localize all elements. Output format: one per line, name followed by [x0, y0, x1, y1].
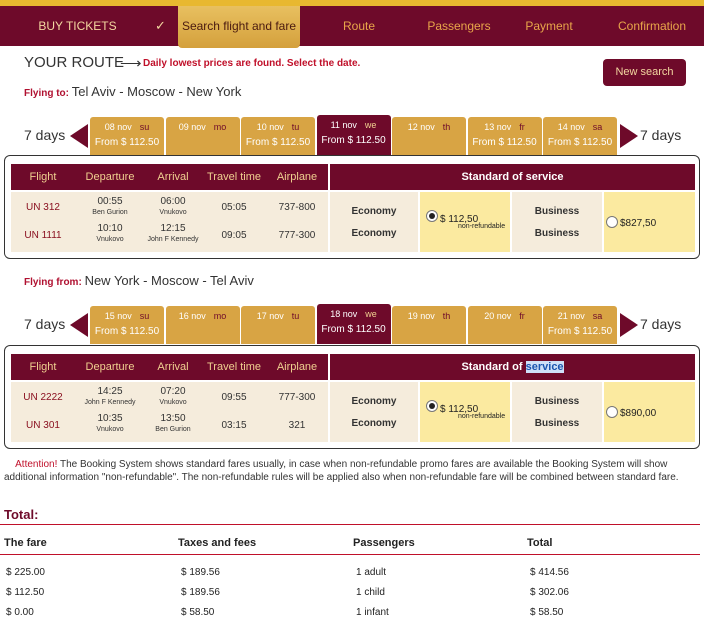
economy-fare-amount: $ 112,50 — [440, 214, 479, 225]
col-taxes: Taxes and fees — [178, 537, 257, 549]
col-departure: Departure — [85, 171, 135, 183]
step-buy-tickets[interactable]: BUY TICKETS — [38, 19, 117, 33]
day-date: 08 nov — [104, 122, 132, 132]
divider — [0, 554, 700, 555]
airplane: 777-300 — [278, 230, 316, 241]
outbound-route: Tel Aviv - Moscow - New York — [71, 84, 242, 99]
class-label: Economy — [351, 206, 397, 217]
day-price: From $ 112.50 — [547, 326, 613, 337]
taxes-cell: $ 58.50 — [181, 607, 215, 618]
arrow-right-icon: ⟶ — [120, 55, 142, 72]
inbound-route: New York - Moscow - Tel Aviv — [84, 273, 254, 288]
day-of-week: su — [139, 122, 150, 132]
booking-steps-nav — [0, 0, 704, 46]
day-tab[interactable] — [468, 117, 542, 155]
day-date: 16 nov — [178, 311, 206, 321]
day-tab[interactable] — [317, 115, 391, 155]
day-of-week: th — [442, 311, 451, 321]
total-title: Total: — [4, 507, 39, 522]
notice-text: The Booking System shows standard fares usually, in case when non-refundable promo fares are available the Booking System will show additional information "non-refundable". The non-refundable rules will be applied also when non-refundable fare will be combined between standard fare. — [4, 459, 679, 483]
economy-class — [330, 192, 418, 252]
day-label — [543, 311, 617, 321]
total-cell: $ 302.06 — [530, 587, 569, 598]
business-fare-option[interactable] — [604, 382, 695, 442]
day-price: From $ 112.50 — [245, 137, 311, 148]
outbound-flights — [11, 192, 328, 252]
col-flight: Flight — [29, 361, 57, 373]
business-class — [512, 382, 602, 442]
inbound-flight-panel — [4, 345, 700, 449]
class-label: Business — [534, 228, 580, 239]
business-class — [512, 192, 602, 252]
step-confirmation[interactable]: Confirmation — [617, 19, 687, 33]
day-price: From $ 112.50 — [472, 137, 537, 148]
arrival-place: John F Kennedy — [147, 236, 199, 243]
economy-fare-radio[interactable] — [426, 400, 438, 412]
day-tab[interactable] — [90, 117, 164, 155]
departure-place: John F Kennedy — [84, 399, 136, 406]
economy-class — [330, 382, 418, 442]
day-label — [90, 122, 164, 132]
economy-fare-option[interactable] — [420, 382, 510, 442]
day-label — [468, 311, 542, 321]
flight-number: UN 1111 — [24, 230, 62, 241]
day-price: From $ 112.50 — [321, 135, 386, 146]
day-of-week: mo — [213, 311, 227, 321]
outbound-flight-panel — [4, 155, 700, 259]
day-date: 11 nov — [330, 120, 357, 130]
inbound-label: Flying from: — [24, 277, 82, 288]
inbound-table-header — [11, 354, 695, 380]
day-date: 12 nov — [407, 122, 435, 132]
passengers-cell: 1 child — [356, 587, 385, 598]
day-of-week: sa — [592, 311, 603, 321]
class-label: Economy — [351, 418, 397, 429]
arrival-place: Ben Gurion — [155, 426, 191, 433]
business-fare-radio[interactable] — [606, 216, 618, 228]
day-tab[interactable] — [166, 117, 240, 155]
col-flight: Flight — [29, 171, 57, 183]
step-passengers[interactable]: Passengers — [427, 19, 491, 33]
business-fare-amount: $890,00 — [620, 408, 657, 419]
step-search-flight[interactable]: Search flight and fare — [178, 6, 300, 48]
inbound-next-arrow-icon[interactable] — [620, 313, 638, 337]
business-fare-option[interactable] — [604, 192, 695, 252]
flight-number: UN 301 — [26, 420, 60, 431]
class-label: Business — [534, 206, 580, 217]
day-tab[interactable] — [317, 304, 391, 344]
col-travel-time: Travel time — [207, 361, 261, 373]
day-of-week: mo — [213, 122, 227, 132]
fare-cell: $ 225.00 — [6, 567, 45, 578]
day-label — [166, 311, 240, 321]
day-date: 18 nov — [330, 309, 358, 319]
business-fare-amount: $827,50 — [620, 218, 657, 229]
check-icon: ✓ — [155, 18, 166, 33]
sos-selected-text: service — [525, 361, 564, 373]
day-tab[interactable] — [392, 306, 466, 344]
col-standard-of-service — [330, 354, 695, 380]
col-standard-of-service: Standard of service — [461, 171, 564, 183]
arrival-time: 13:50 — [160, 413, 186, 424]
fare-notice — [4, 458, 694, 484]
departure-time: 10:10 — [97, 223, 123, 234]
airplane: 777-300 — [278, 392, 316, 403]
day-of-week: fr — [519, 122, 525, 132]
flight-number: UN 312 — [26, 202, 60, 213]
taxes-cell: $ 189.56 — [181, 567, 220, 578]
col-airplane: Airplane — [276, 171, 318, 183]
route-hint: Daily lowest prices are found. Select the date. — [143, 58, 361, 69]
day-date: 15 nov — [104, 311, 132, 321]
non-refundable-label: non-refundable — [458, 413, 506, 420]
departure-place: Vnukovo — [96, 236, 124, 243]
col-travel-time: Travel time — [207, 171, 261, 183]
col-airplane: Airplane — [276, 361, 318, 373]
economy-fare-option[interactable] — [420, 192, 510, 252]
day-of-week: we — [364, 120, 377, 130]
day-of-week: su — [139, 311, 150, 321]
col-departure: Departure — [85, 361, 135, 373]
departure-time: 10:35 — [97, 413, 123, 424]
day-date: 10 nov — [256, 122, 284, 132]
day-date: 17 nov — [256, 311, 284, 321]
travel-time: 05:05 — [221, 202, 247, 213]
business-fare-radio[interactable] — [606, 406, 618, 418]
arrival-place: Vnukovo — [159, 209, 187, 216]
day-date: 14 nov — [557, 122, 585, 132]
attention-label: Attention! — [15, 459, 58, 470]
total-cell: $ 414.56 — [530, 567, 569, 578]
col-arrival: Arrival — [157, 361, 189, 373]
outbound-prev-days[interactable]: 7 days — [24, 127, 66, 143]
day-label — [392, 311, 466, 321]
day-tab[interactable] — [468, 306, 542, 344]
departure-place: Vnukovo — [96, 426, 124, 433]
outbound-next-arrow-icon[interactable] — [620, 124, 638, 148]
day-label — [166, 122, 240, 132]
day-label — [543, 122, 617, 132]
day-of-week: we — [365, 309, 377, 319]
day-of-week: tu — [291, 122, 300, 132]
airplane: 321 — [288, 420, 306, 431]
taxes-cell: $ 189.56 — [181, 587, 220, 598]
day-tab[interactable] — [241, 306, 315, 344]
outbound-table-header — [11, 164, 695, 190]
day-tab[interactable] — [241, 117, 315, 155]
day-tab[interactable] — [392, 117, 466, 155]
flight-number: UN 2222 — [23, 392, 63, 403]
day-tab[interactable] — [543, 117, 617, 155]
route-title: YOUR ROUTE — [24, 54, 125, 71]
new-search-button[interactable]: New search — [603, 59, 686, 86]
col-passengers: Passengers — [353, 537, 415, 549]
col-the-fare: The fare — [4, 537, 47, 549]
day-price: From $ 112.50 — [94, 137, 160, 148]
class-label: Business — [534, 418, 580, 429]
inbound-heading — [24, 273, 254, 288]
travel-time: 09:05 — [221, 230, 247, 241]
day-label — [241, 122, 315, 132]
fare-cell: $ 0.00 — [6, 607, 34, 618]
total-cell: $ 58.50 — [530, 607, 564, 618]
day-tab[interactable] — [90, 306, 164, 344]
travel-time: 09:55 — [221, 392, 247, 403]
step-route[interactable]: Route — [342, 19, 376, 33]
fare-cell: $ 112.50 — [6, 587, 45, 598]
step-payment[interactable]: Payment — [525, 19, 573, 33]
arrival-time: 06:00 — [160, 196, 186, 207]
sos-prefix: Standard of — [461, 361, 523, 373]
day-of-week: sa — [592, 122, 603, 132]
day-price: From $ 112.50 — [321, 324, 386, 335]
day-date: 09 nov — [178, 122, 206, 132]
day-label — [317, 309, 391, 319]
outbound-prev-arrow-icon[interactable] — [70, 124, 88, 148]
day-date: 13 nov — [484, 122, 512, 132]
day-date: 21 nov — [557, 311, 585, 321]
arrival-time: 12:15 — [160, 223, 186, 234]
day-price: From $ 112.50 — [94, 326, 160, 337]
travel-time: 03:15 — [221, 420, 247, 431]
day-of-week: fr — [519, 311, 525, 321]
economy-fare-radio[interactable] — [426, 210, 438, 222]
day-price: From $ 112.50 — [547, 137, 613, 148]
inbound-prev-days[interactable]: 7 days — [24, 316, 66, 332]
class-label: Business — [534, 396, 580, 407]
day-label — [392, 122, 466, 132]
passengers-cell: 1 adult — [356, 567, 387, 578]
class-label: Economy — [351, 228, 397, 239]
departure-time: 00:55 — [97, 196, 123, 207]
day-tab[interactable] — [166, 306, 240, 344]
day-label — [90, 311, 164, 321]
day-label — [468, 122, 542, 132]
inbound-flights — [11, 382, 328, 442]
non-refundable-label: non-refundable — [458, 223, 506, 230]
departure-place: Ben Gurion — [92, 209, 128, 216]
day-label — [317, 120, 391, 130]
passengers-cell: 1 infant — [356, 607, 389, 618]
arrival-place: Vnukovo — [159, 399, 187, 406]
inbound-next-days[interactable]: 7 days — [640, 316, 682, 332]
day-label — [241, 311, 315, 321]
departure-time: 14:25 — [97, 386, 123, 397]
class-label: Economy — [351, 396, 397, 407]
day-of-week: tu — [291, 311, 300, 321]
divider — [0, 524, 700, 525]
col-arrival: Arrival — [157, 171, 189, 183]
col-total: Total — [527, 537, 553, 549]
arrival-time: 07:20 — [160, 386, 186, 397]
day-of-week: th — [442, 122, 451, 132]
inbound-prev-arrow-icon[interactable] — [70, 313, 88, 337]
outbound-next-days[interactable]: 7 days — [640, 127, 682, 143]
economy-fare-amount: $ 112,50 — [440, 404, 479, 415]
outbound-heading — [24, 84, 241, 99]
day-date: 19 nov — [407, 311, 435, 321]
day-tab[interactable] — [543, 306, 617, 344]
outbound-label: Flying to: — [24, 88, 69, 99]
day-date: 20 nov — [484, 311, 512, 321]
airplane: 737-800 — [278, 202, 316, 213]
